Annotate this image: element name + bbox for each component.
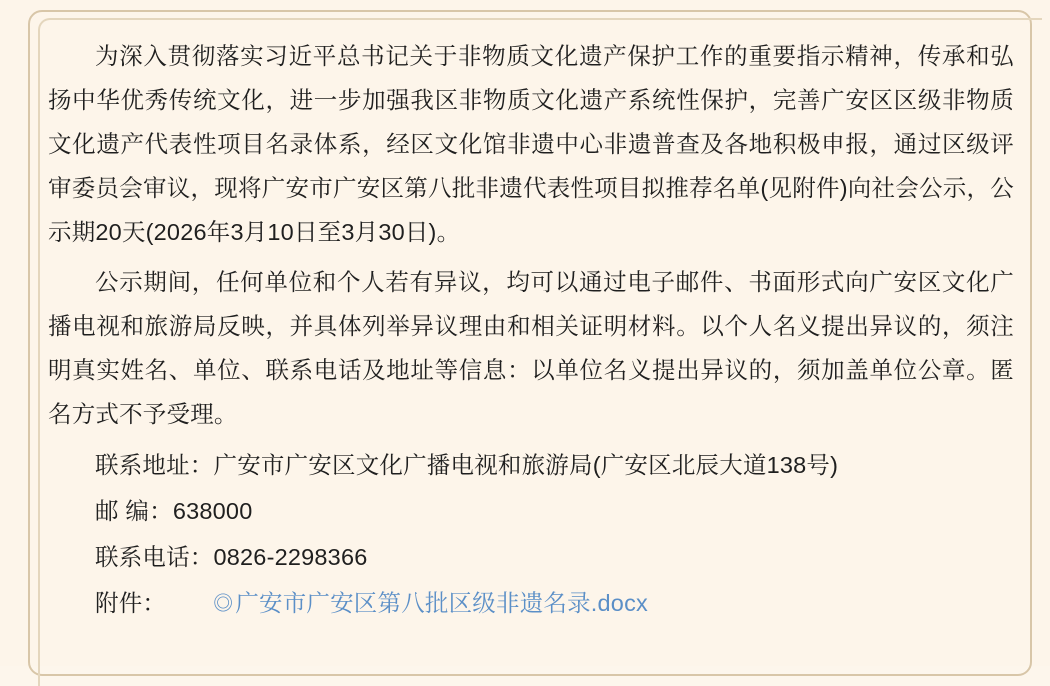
document-body xyxy=(48,34,1014,627)
postcode-label: 邮 编： xyxy=(95,498,173,524)
postcode-line xyxy=(48,488,1014,534)
paragraph-1: 为深入贯彻落实习近平总书记关于非物质文化遗产保护工作的重要指示精神，传承和弘扬中华优秀传统文化，进一步加强我区非物质文化遗产系统性保护，完善广安区区级非物质文化遗产代表性项目名录体系，经区文化馆非遗中心非遗普查及各地积极申报，通过区级评审委员会审议，现将广安市广安区第八批非遗代表性项目拟推荐名单(见附件)向社会公示，公示期20天(2026年3月10日至3月30日)。 xyxy=(48,43,1014,245)
phone-value: 0826-2298366 xyxy=(213,544,368,570)
attachment-file-link[interactable]: 广安市广安区第八批区级非遗名录.docx xyxy=(235,590,648,616)
phone-label: 联系电话： xyxy=(95,544,214,570)
attachment-label: 附件： xyxy=(95,590,167,616)
contact-address-line xyxy=(48,442,1014,488)
phone-line xyxy=(48,534,1014,580)
attachment-line xyxy=(48,580,1014,627)
paperclip-icon: ◎ xyxy=(213,593,234,615)
paragraph-2: 公示期间，任何单位和个人若有异议，均可以通过电子邮件、书面形式向广安区文化广播电视和旅游局反映，并具体列举异议理由和相关证明材料。以个人名义提出异议的，须注明真实姓名、单位、联系电话及地址等信息：以单位名义提出异议的，须加盖单位公章。匿名方式不予受理。 xyxy=(48,269,1014,427)
contact-address-value: 广安市广安区文化广播电视和旅游局(广安区北辰大道138号) xyxy=(213,452,839,478)
postcode-value: 638000 xyxy=(172,498,253,524)
contact-address-label: 联系地址： xyxy=(95,452,214,478)
